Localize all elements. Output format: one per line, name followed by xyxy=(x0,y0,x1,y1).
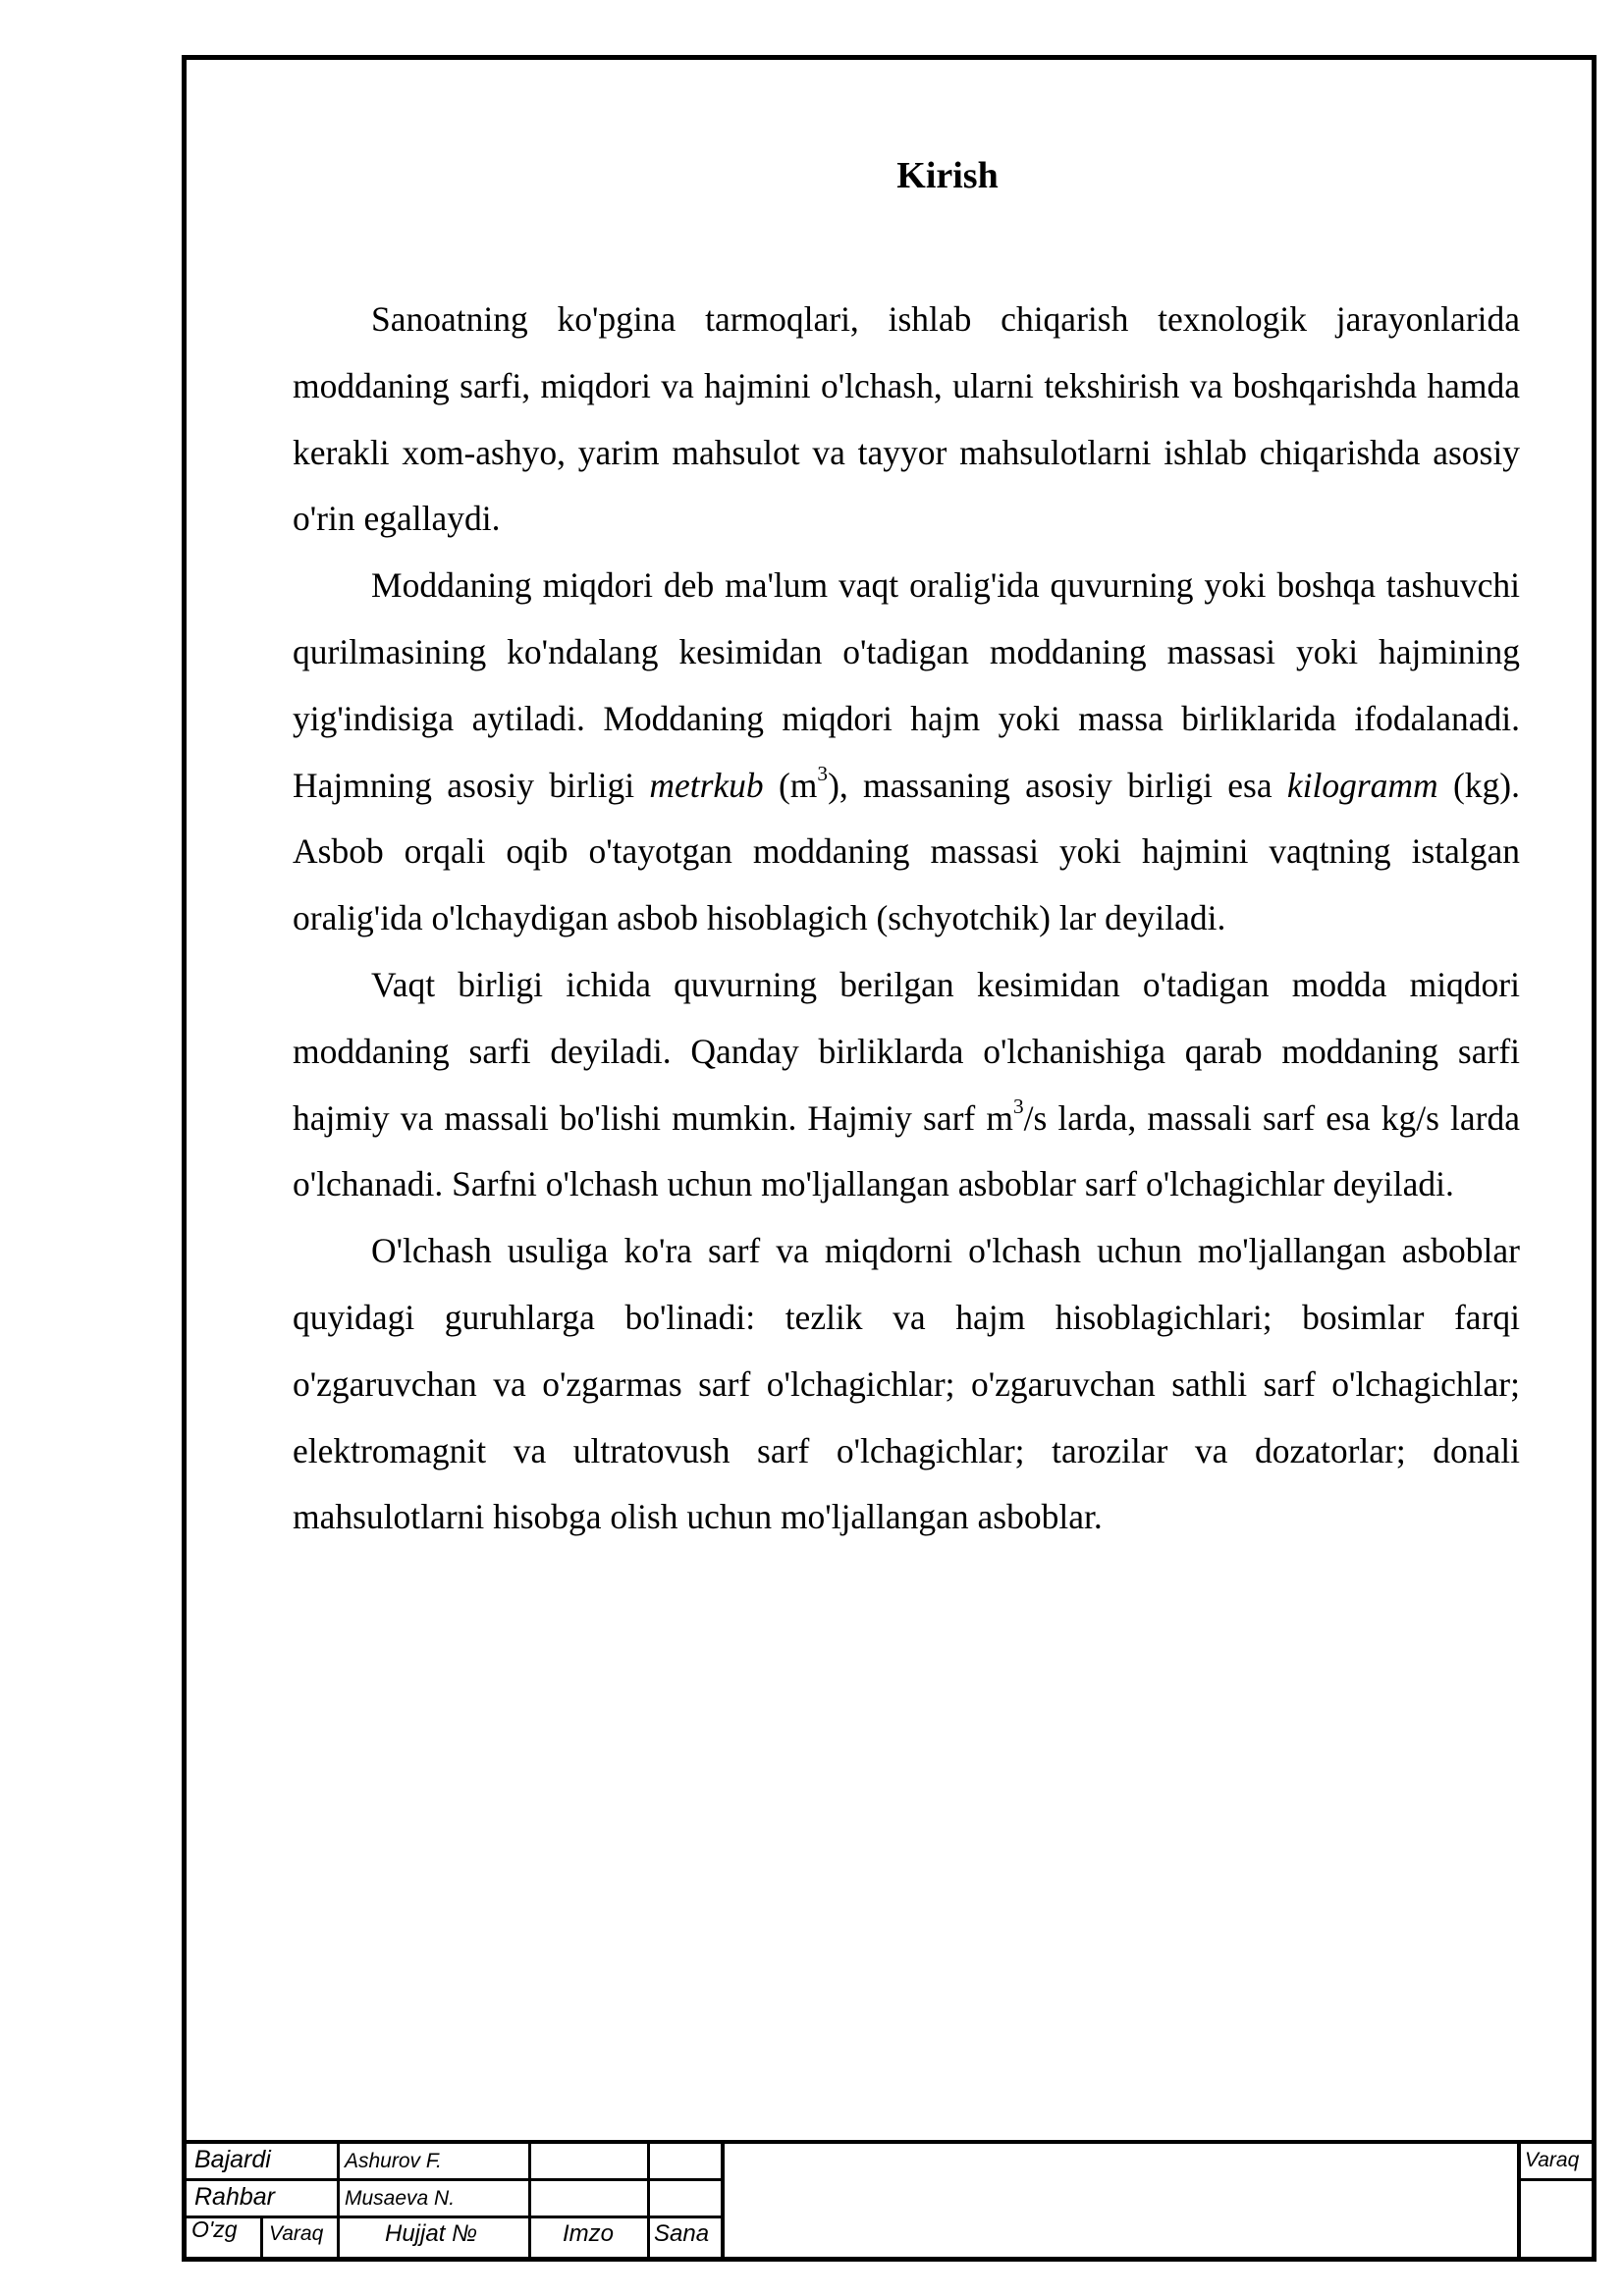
paragraph-2-text-a: Moddaning miqdori deb ma'lum vaqt oralig'ida quvurning yoki boshqa tashuvchi qurilmasining ko'ndalang kesimidan o'tadigan moddaning massasi yoki hajmining yig'indisiga aytiladi. Moddaning miqdori hajm yoki massa birliklarida ifodalanadi. Hajmning asosiy birligi xyxy=(293,565,1520,805)
stamp-label-rahbar: Rahbar xyxy=(194,2183,275,2211)
paragraph-4-text: O'lchash usuliga ko'ra sarf va miqdorni o'lchash uchun mo'ljallangan asboblar quyidagi guruhlarga bo'linadi: tezlik va hajm hisoblagichlari; bosimlar farqi o'zgaruvchan va o'zgarmas sarf o'lchagichlar; o'zgaruvchan sathli sarf o'lchagichlar; elektromagnit va ultratovush sarf o'lchagichlar; tarozilar va dozatorlar; donali mahsulotlarni hisobga olish uchun mo'ljallangan asboblar. xyxy=(293,1231,1520,1537)
stamp-col-line-2 xyxy=(337,2140,340,2262)
stamp-sheet-line xyxy=(1517,2178,1597,2181)
document-body xyxy=(293,287,1520,1551)
stamp-col-varaq: Varaq xyxy=(269,2222,324,2245)
stamp-col-hujjat: Hujjat № xyxy=(385,2220,478,2247)
term-kilogramm: kilogramm xyxy=(1286,765,1438,805)
stamp-sheet-label: Varaq xyxy=(1525,2149,1580,2171)
paragraph-2-text-b: (m xyxy=(763,765,818,805)
stamp-col-sana: Sana xyxy=(654,2220,710,2247)
stamp-top-line xyxy=(182,2140,1597,2144)
paragraph-2-text-c: ), massaning asosiy birligi esa xyxy=(828,765,1287,805)
stamp-label-bajardi: Bajardi xyxy=(194,2146,271,2173)
paragraph-4 xyxy=(293,1218,1520,1551)
paragraph-1 xyxy=(293,287,1520,553)
stamp-row-line-1 xyxy=(182,2178,723,2181)
paragraph-3-text-b: /s larda, massali sarf esa kg/s larda o'lchanadi. Sarfni o'lchash uchun mo'ljallangan asboblar sarf o'lchagichlar deyiladi. xyxy=(293,1097,1520,1204)
stamp-col-imzo: Imzo xyxy=(563,2220,615,2247)
stamp-col-line-5 xyxy=(721,2140,725,2262)
stamp-name-ashurov: Ashurov F. xyxy=(345,2150,442,2172)
paragraph-1-text: Sanoatning ko'pgina tarmoqlari, ishlab chiqarish texnologik jarayonlarida moddaning sarfi, miqdori va hajmini o'lchash, ularni tekshirish va boshqarishda hamda kerakli xom-ashyo, yarim mahsulot va tayyor mahsulotlarni ishlab chiqarishda asosiy o'rin egallaydi. xyxy=(293,299,1520,539)
stamp-col-line-4 xyxy=(647,2140,650,2262)
superscript-3: 3 xyxy=(817,761,829,785)
superscript-3: 3 xyxy=(1012,1094,1024,1118)
stamp-name-musaeva: Musaeva N. xyxy=(345,2187,456,2210)
paragraph-3-text-a: Vaqt birligi ichida quvurning berilgan kesimidan o'tadigan modda miqdori moddaning sarfi deyiladi. Qanday birliklarda o'lchanishiga qarab moddaning sarfi hajmiy va massali bo'lishi mumkin. Hajmiy sarf m xyxy=(293,964,1520,1138)
stamp-col-line-6 xyxy=(1517,2140,1521,2262)
stamp-col-line-1 xyxy=(260,2216,263,2262)
paragraph-2-text-d: (kg). Asbob orqali oqib o'tayotgan moddaning massasi yoki hajmini vaqtning istalgan oralig'ida o'lchaydigan asbob hisoblagich (schyotchik) lar deyiladi. xyxy=(293,765,1520,938)
term-metrkub: metrkub xyxy=(649,765,764,805)
stamp-col-line-3 xyxy=(528,2140,531,2262)
paragraph-3 xyxy=(293,952,1520,1218)
page-title: Kirish xyxy=(896,155,999,196)
stamp-col-ozg: O'zg xyxy=(191,2216,238,2242)
paragraph-2 xyxy=(293,553,1520,952)
